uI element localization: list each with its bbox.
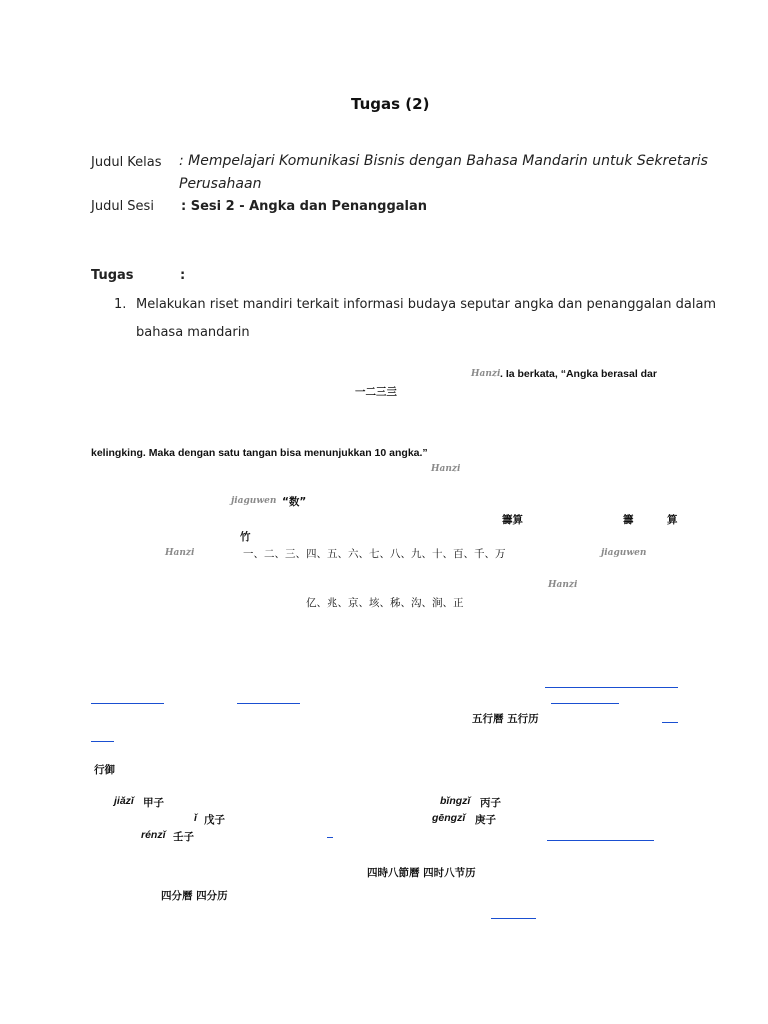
- hyperlink[interactable]: [91, 741, 114, 742]
- hyperlink[interactable]: [237, 703, 300, 704]
- xingyu-term: 行御: [94, 764, 115, 776]
- jiazi-character: 甲子: [143, 797, 164, 809]
- quote-fragment: . Ia berkata, “Angka berasal dar: [500, 368, 657, 380]
- bingzi-character: 丙子: [480, 797, 501, 809]
- jiaguwen-term: jiaguwen: [601, 548, 647, 558]
- page-title: Tugas (2): [351, 95, 430, 113]
- wuzi-character: 戊子: [204, 814, 225, 826]
- hyperlink[interactable]: [91, 703, 164, 704]
- numerals-archaic: 一二三亖: [355, 386, 397, 398]
- jiaguwen-term: jiaguwen: [231, 496, 277, 506]
- jiazi-pinyin: jiǎzǐ: [114, 795, 134, 807]
- hyperlink[interactable]: [662, 722, 678, 723]
- large-numerals-list: 亿、兆、京、垓、秭、沟、涧、正: [306, 597, 464, 609]
- list-item-text-line2: bahasa mandarin: [136, 325, 250, 340]
- hanzi-term: Hanzi: [548, 580, 578, 590]
- tugas-colon: :: [180, 268, 186, 283]
- gengzi-character: 庚子: [475, 814, 496, 826]
- hanzi-term: Hanzi: [471, 369, 501, 379]
- hyperlink[interactable]: [327, 837, 333, 838]
- judul-kelas-value-line2: Perusahaan: [179, 176, 262, 192]
- hyperlink[interactable]: [547, 840, 654, 841]
- sifen-calendar: 四分曆 四分历: [161, 890, 228, 902]
- bingzi-pinyin: bǐngzǐ: [440, 795, 471, 807]
- list-item-number: 1.: [114, 297, 127, 312]
- sishi-calendar: 四時八節曆 四时八节历: [367, 867, 476, 879]
- hanzi-term: Hanzi: [165, 548, 195, 558]
- judul-sesi-value: : Sesi 2 - Angka dan Penanggalan: [181, 199, 428, 214]
- wuzi-pinyin: ǐ: [194, 812, 197, 824]
- zhu-character: 竹: [240, 531, 251, 543]
- hyperlink[interactable]: [491, 918, 536, 919]
- hanzi-term: Hanzi: [431, 464, 461, 474]
- hyperlink[interactable]: [545, 687, 678, 688]
- judul-kelas-label: Judul Kelas: [91, 155, 162, 170]
- renzi-pinyin: rénzǐ: [141, 829, 166, 841]
- list-item-text-line1: Melakukan riset mandiri terkait informasi budaya seputar angka dan penanggalan dalam: [136, 297, 717, 312]
- judul-sesi-label: Judul Sesi: [91, 199, 154, 214]
- wuxing-calendar: 五行曆 五行历: [472, 713, 539, 725]
- suan-character: 算: [667, 514, 678, 526]
- chousuan-term: 籌算: [502, 514, 523, 526]
- judul-kelas-value-line1: : Mempelajari Komunikasi Bisnis dengan Bahasa Mandarin untuk Sekretaris: [179, 153, 708, 169]
- hyperlink[interactable]: [551, 703, 619, 704]
- tugas-label: Tugas: [91, 268, 134, 283]
- gengzi-pinyin: gēngzǐ: [432, 812, 466, 824]
- renzi-character: 壬子: [173, 831, 194, 843]
- chou-character: 籌: [623, 514, 634, 526]
- numerals-list: 一、二、三、四、五、六、七、八、九、十、百、千、万: [243, 548, 506, 560]
- shu-character: “数”: [282, 496, 307, 508]
- kelingking-sentence: kelingking. Maka dengan satu tangan bisa menunjukkan 10 angka.”: [91, 447, 428, 459]
